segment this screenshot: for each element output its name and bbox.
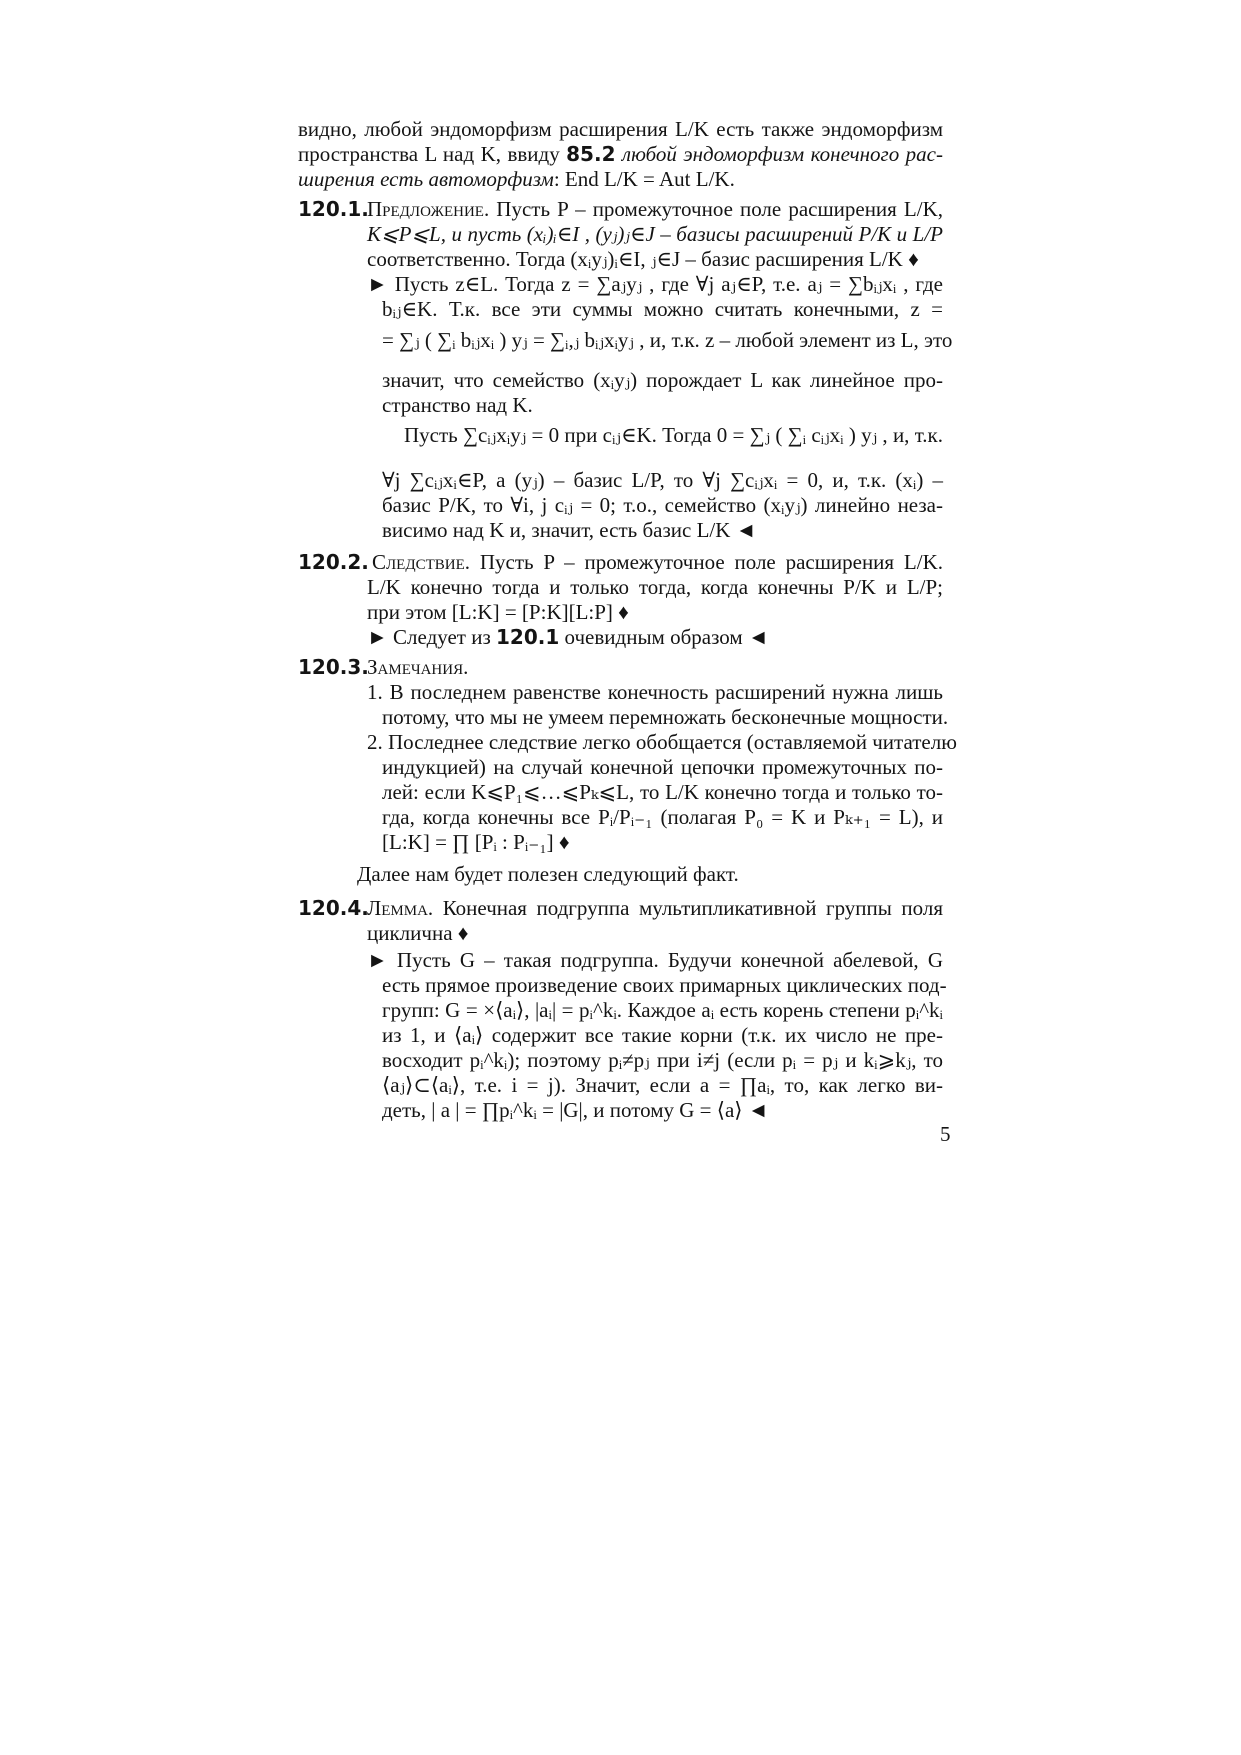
text-line: ширения есть автоморфизм: End L/K = Aut L/K.	[298, 167, 735, 191]
proof-line: значит, что семейство (xᵢyⱼ) порождает L как линейное про-	[382, 368, 943, 392]
list-item: индукцией) на случай конечной цепочки промежуточных по-	[382, 755, 943, 779]
proof-line: ► Следует из 120.1 очевидным образом ◄	[367, 625, 769, 649]
text-line: при этом [L:K] = [P:K][L:P] ♦	[367, 600, 629, 624]
section-label: 120.1.	[298, 197, 369, 221]
formula-line: = ∑ⱼ ( ∑ᵢ bᵢⱼxᵢ ) yⱼ = ∑ᵢ,ⱼ bᵢⱼxᵢyⱼ , и, т.к. z – любой элемент из L, это	[382, 328, 953, 352]
proof-line: странство над K.	[382, 393, 533, 417]
text-line: K⩽P⩽L, и пусть (xᵢ)ᵢ∈I , (yⱼ)ⱼ∈J – базисы расширений P/K и L/P	[367, 222, 943, 246]
proof-line: есть прямое произведение своих примарных циклических под-	[382, 973, 947, 997]
section-label: 120.2.	[298, 550, 369, 574]
cross-reference[interactable]: 120.1	[496, 625, 560, 649]
list-item: [L:K] = ∏ [Pᵢ : Pᵢ₋₁] ♦	[382, 830, 570, 854]
list-item: потому, что мы не умеем перемножать бесконечные мощности.	[382, 705, 949, 729]
proof-line: базис P/K, то ∀i, j cᵢⱼ = 0; т.о., семейство (xᵢyⱼ) линейно неза-	[382, 493, 943, 517]
text-line: L/K конечно тогда и только тогда, когда конечны P/K и L/P;	[367, 575, 943, 599]
list-item: 2. Последнее следствие легко обобщается (оставляемой читателю	[367, 730, 957, 754]
section-label: 120.3.	[298, 655, 369, 679]
proof-line: восходит pᵢ^kᵢ); поэтому pᵢ≠pⱼ при i≠j (если pᵢ = pⱼ и kᵢ⩾kⱼ, то	[382, 1048, 943, 1072]
text-line: видно, любой эндоморфизм расширения L/K есть также эндоморфизм	[298, 117, 943, 141]
cross-reference[interactable]: 85.2	[566, 142, 616, 166]
list-item: лей: если K⩽P₁⩽…⩽Pₖ⩽L, то L/K конечно тогда и только то-	[382, 780, 943, 804]
section-heading: Предложение. Пусть P – промежуточное поле расширения L/K,	[367, 197, 943, 221]
proof-line: ► Пусть G – такая подгруппа. Будучи конечной абелевой, G	[367, 948, 943, 972]
text-line: пространства L над K, ввиду 85.2 любой эндоморфизм конечного рас-	[298, 142, 943, 166]
proof-line: групп: G = ×⟨aᵢ⟩, |aᵢ| = pᵢ^kᵢ. Каждое aᵢ есть корень степени pᵢ^kᵢ	[382, 998, 943, 1022]
section-heading: Лемма. Конечная подгруппа мультипликативной группы поля	[367, 896, 943, 920]
proof-line: висимо над K и, значит, есть базис L/K ◄	[382, 518, 757, 542]
section-heading: Следствие. Пусть P – промежуточное поле расширения L/K.	[372, 550, 943, 574]
proof-line: деть, | a | = ∏pᵢ^kᵢ = |G|, и потому G = ⟨a⟩ ◄	[382, 1098, 769, 1122]
text-line: Далее нам будет полезен следующий факт.	[357, 862, 739, 886]
text-line: соответственно. Тогда (xᵢyⱼ)ᵢ∈I, ⱼ∈J – базис расширения L/K ♦	[367, 247, 919, 271]
proof-line: из 1, и ⟨aᵢ⟩ содержит все такие корни (т.к. их число не пре-	[382, 1023, 943, 1047]
page-number: 5	[940, 1122, 951, 1146]
proof-line: ► Пусть z∈L. Тогда z = ∑aⱼyⱼ , где ∀j aⱼ∈P, т.е. aⱼ = ∑bᵢⱼxᵢ , где	[367, 272, 943, 296]
list-item: гда, когда конечны все Pᵢ/Pᵢ₋₁ (полагая P₀ = K и Pₖ₊₁ = L), и	[382, 805, 943, 829]
section-heading: Замечания.	[367, 655, 469, 679]
formula-line: Пусть ∑cᵢⱼxᵢyⱼ = 0 при cᵢⱼ∈K. Тогда 0 = ∑ⱼ ( ∑ᵢ cᵢⱼxᵢ ) yⱼ , и, т.к.	[404, 423, 943, 447]
proof-line: bᵢⱼ∈K. Т.к. все эти суммы можно считать конечными, z =	[382, 297, 943, 321]
proof-line: ⟨aⱼ⟩⊂⟨aᵢ⟩, т.е. i = j). Значит, если a = ∏aᵢ, то, как легко ви-	[382, 1073, 943, 1097]
list-item: 1. В последнем равенстве конечность расширений нужна лишь	[367, 680, 943, 704]
text-line: циклична ♦	[367, 921, 469, 945]
section-label: 120.4.	[298, 896, 369, 920]
proof-line: ∀j ∑cᵢⱼxᵢ∈P, а (yⱼ) – базис L/P, то ∀j ∑cᵢⱼxᵢ = 0, и, т.к. (xᵢ) –	[382, 468, 943, 492]
